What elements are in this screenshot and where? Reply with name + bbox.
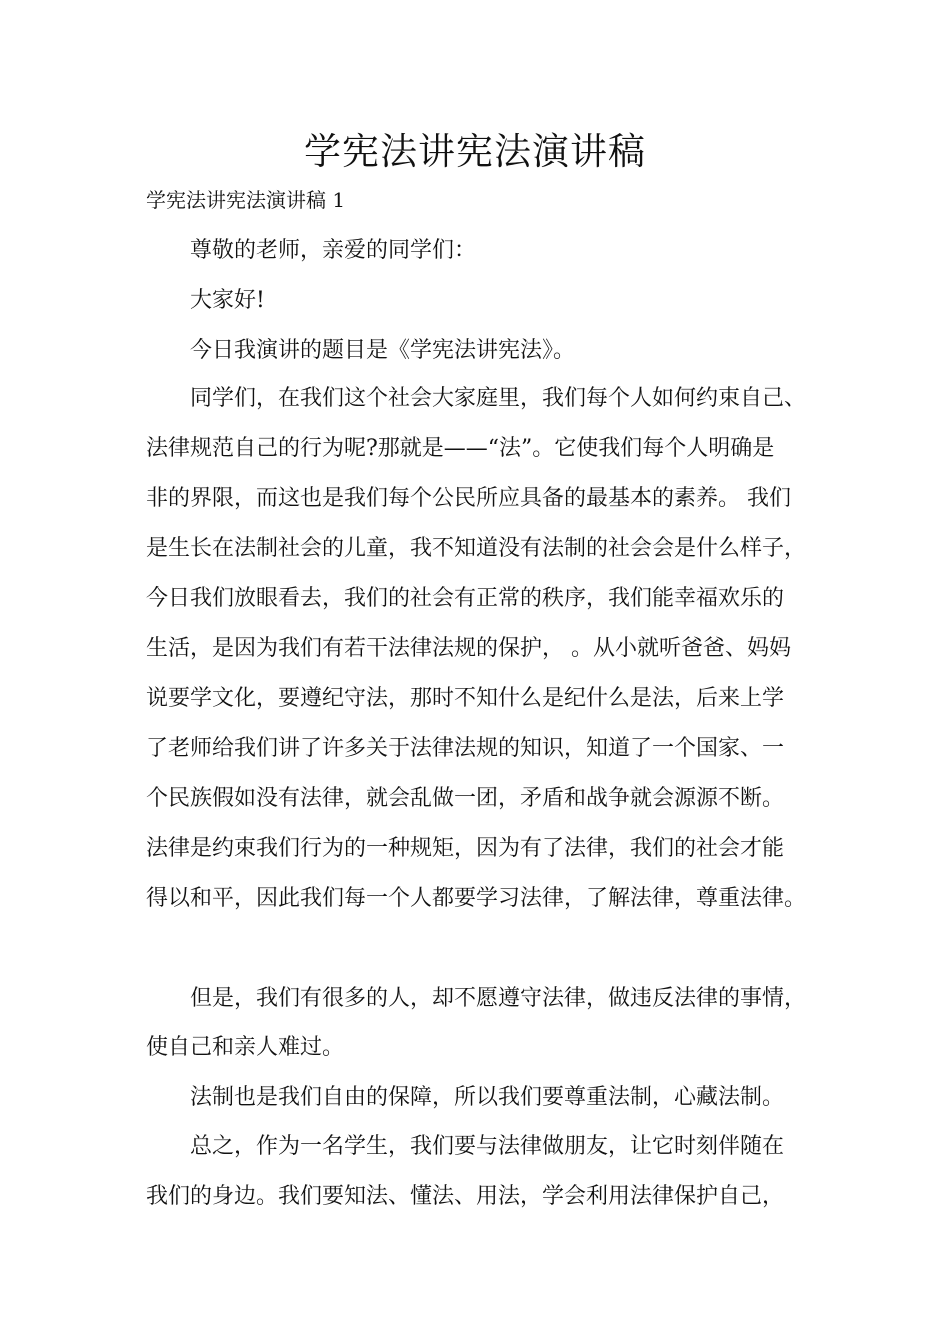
paragraph-line: 总之，作为一名学生，我们要与法律做朋友，让它时刻伴随在 xyxy=(190,1134,785,1159)
paragraph-line: 大家好! xyxy=(190,288,265,313)
paragraph-line: 个民族假如没有法律，就会乱做一团，矛盾和战争就会源源不断。 xyxy=(146,786,785,811)
paragraph-line: 法制也是我们自由的保障，所以我们要尊重法制，心藏法制。 xyxy=(190,1085,785,1110)
paragraph-line: 生活，是因为我们有若干法律法规的保护， 。从小就听爸爸、妈妈 xyxy=(146,636,791,661)
paragraph-line: 是生长在法制社会的儿童，我不知道没有法制的社会会是什么样子， xyxy=(146,536,807,561)
paragraph-line: 今日我们放眼看去，我们的社会有正常的秩序，我们能幸福欢乐的 xyxy=(146,586,785,611)
paragraph-line: 得以和平，因此我们每一个人都要学习法律，了解法律，尊重法律。 xyxy=(146,886,807,911)
paragraph-line: 说要学文化，要遵纪守法，那时不知什么是纪什么是法，后来上学 xyxy=(146,686,785,711)
paragraph-line: 今日我演讲的题目是《学宪法讲宪法》。 xyxy=(190,338,576,363)
paragraph-line: 非的界限，而这也是我们每个公民所应具备的最基本的素养。 我们 xyxy=(146,486,791,511)
paragraph-line: 法律规范自己的行为呢?那就是——“法”。它使我们每个人明确是 xyxy=(146,436,775,461)
document-title: 学宪法讲宪法演讲稿 xyxy=(304,130,646,173)
paragraph-line: 我们的身边。我们要知法、懂法、用法，学会利用法律保护自己， xyxy=(146,1184,785,1209)
paragraph-line: 尊敬的老师，亲爱的同学们： xyxy=(190,238,477,263)
paragraph-line: 使自己和亲人难过。 xyxy=(146,1035,345,1060)
paragraph-line: 了老师给我们讲了许多关于法律法规的知识，知道了一个国家、一 xyxy=(146,736,785,761)
document-subtitle: 学宪法讲宪法演讲稿 1 xyxy=(146,188,346,212)
paragraph-line: 法律是约束我们行为的一种规矩，因为有了法律，我们的社会才能 xyxy=(146,836,785,861)
paragraph-line: 同学们，在我们这个社会大家庭里，我们每个人如何约束自己、 xyxy=(190,386,807,411)
paragraph-line: 但是，我们有很多的人，却不愿遵守法律，做违反法律的事情， xyxy=(190,986,807,1011)
